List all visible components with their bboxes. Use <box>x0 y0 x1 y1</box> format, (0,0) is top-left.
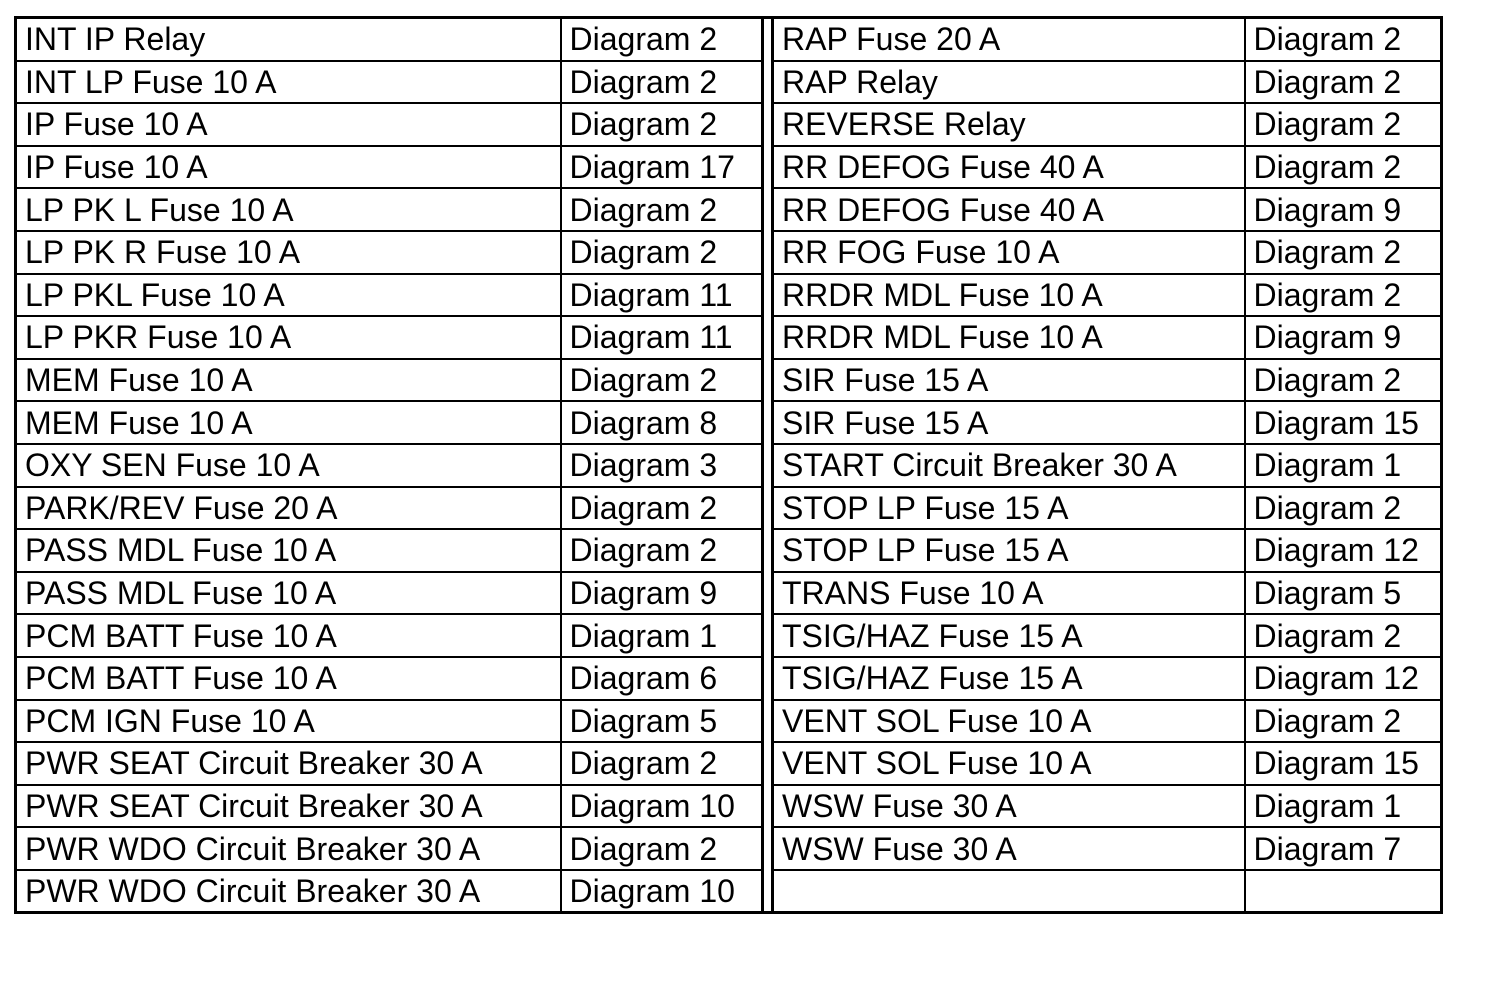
column-divider <box>763 572 773 615</box>
left-diagram-cell: Diagram 2 <box>561 742 763 785</box>
right-diagram-cell: Diagram 12 <box>1245 529 1442 572</box>
left-item-cell: PASS MDL Fuse 10 A <box>16 572 561 615</box>
left-diagram-cell: Diagram 2 <box>561 231 763 274</box>
left-diagram-cell: Diagram 2 <box>561 61 763 104</box>
right-item-cell: TSIG/HAZ Fuse 15 A <box>773 657 1245 700</box>
right-item-cell: RAP Relay <box>773 61 1245 104</box>
right-item-cell: WSW Fuse 30 A <box>773 827 1245 870</box>
table-row <box>16 614 1442 657</box>
right-diagram-cell: Diagram 15 <box>1245 742 1442 785</box>
left-item-cell: INT LP Fuse 10 A <box>16 61 561 104</box>
table-row <box>16 742 1442 785</box>
left-diagram-cell: Diagram 10 <box>561 785 763 828</box>
right-item-cell: RRDR MDL Fuse 10 A <box>773 274 1245 317</box>
right-item-cell: TSIG/HAZ Fuse 15 A <box>773 614 1245 657</box>
column-divider <box>763 614 773 657</box>
left-item-cell: IP Fuse 10 A <box>16 103 561 146</box>
left-item-cell: PWR WDO Circuit Breaker 30 A <box>16 870 561 913</box>
column-divider <box>763 700 773 743</box>
right-item-cell: STOP LP Fuse 15 A <box>773 487 1245 530</box>
right-item-cell: REVERSE Relay <box>773 103 1245 146</box>
right-item-cell: VENT SOL Fuse 10 A <box>773 742 1245 785</box>
table-row <box>16 103 1442 146</box>
table-row <box>16 274 1442 317</box>
column-divider <box>763 827 773 870</box>
right-item-cell: RAP Fuse 20 A <box>773 18 1245 61</box>
left-diagram-cell: Diagram 2 <box>561 188 763 231</box>
right-diagram-cell: Diagram 7 <box>1245 827 1442 870</box>
left-diagram-cell: Diagram 3 <box>561 444 763 487</box>
column-divider <box>763 359 773 402</box>
column-divider <box>763 103 773 146</box>
column-divider <box>763 61 773 104</box>
table-row <box>16 18 1442 61</box>
column-divider <box>763 487 773 530</box>
right-item-cell: STOP LP Fuse 15 A <box>773 529 1245 572</box>
left-item-cell: PCM BATT Fuse 10 A <box>16 614 561 657</box>
column-divider <box>763 146 773 189</box>
right-item-cell: SIR Fuse 15 A <box>773 359 1245 402</box>
left-diagram-cell: Diagram 6 <box>561 657 763 700</box>
left-diagram-cell: Diagram 5 <box>561 700 763 743</box>
left-diagram-cell: Diagram 10 <box>561 870 763 913</box>
table-row <box>16 146 1442 189</box>
left-item-cell: LP PKR Fuse 10 A <box>16 316 561 359</box>
right-item-cell: START Circuit Breaker 30 A <box>773 444 1245 487</box>
left-item-cell: IP Fuse 10 A <box>16 146 561 189</box>
left-item-cell: LP PK L Fuse 10 A <box>16 188 561 231</box>
left-diagram-cell: Diagram 2 <box>561 529 763 572</box>
column-divider <box>763 529 773 572</box>
left-item-cell: LP PKL Fuse 10 A <box>16 274 561 317</box>
left-diagram-cell: Diagram 2 <box>561 827 763 870</box>
table-row <box>16 700 1442 743</box>
table-row <box>16 870 1442 913</box>
right-diagram-cell: Diagram 2 <box>1245 231 1442 274</box>
right-diagram-cell: Diagram 9 <box>1245 188 1442 231</box>
column-divider <box>763 870 773 913</box>
left-diagram-cell: Diagram 9 <box>561 572 763 615</box>
left-item-cell: INT IP Relay <box>16 18 561 61</box>
table-row <box>16 487 1442 530</box>
left-item-cell: PARK/REV Fuse 20 A <box>16 487 561 530</box>
column-divider <box>763 742 773 785</box>
right-diagram-cell: Diagram 2 <box>1245 61 1442 104</box>
table-row <box>16 231 1442 274</box>
table-row <box>16 444 1442 487</box>
left-diagram-cell: Diagram 2 <box>561 487 763 530</box>
right-diagram-cell: Diagram 2 <box>1245 487 1442 530</box>
column-divider <box>763 188 773 231</box>
right-item-cell: RR DEFOG Fuse 40 A <box>773 146 1245 189</box>
left-item-cell: MEM Fuse 10 A <box>16 401 561 444</box>
left-item-cell: PASS MDL Fuse 10 A <box>16 529 561 572</box>
right-item-cell: SIR Fuse 15 A <box>773 401 1245 444</box>
table-row <box>16 188 1442 231</box>
right-item-cell: RR FOG Fuse 10 A <box>773 231 1245 274</box>
column-divider <box>763 18 773 61</box>
column-divider <box>763 274 773 317</box>
table-row <box>16 61 1442 104</box>
left-diagram-cell: Diagram 2 <box>561 103 763 146</box>
left-diagram-cell: Diagram 11 <box>561 316 763 359</box>
column-divider <box>763 657 773 700</box>
right-diagram-cell: Diagram 2 <box>1245 146 1442 189</box>
left-diagram-cell: Diagram 11 <box>561 274 763 317</box>
right-diagram-cell: Diagram 5 <box>1245 572 1442 615</box>
right-diagram-cell: Diagram 9 <box>1245 316 1442 359</box>
table-row <box>16 359 1442 402</box>
right-diagram-cell: Diagram 1 <box>1245 444 1442 487</box>
table-row <box>16 572 1442 615</box>
right-item-cell: WSW Fuse 30 A <box>773 785 1245 828</box>
column-divider <box>763 444 773 487</box>
table-row <box>16 316 1442 359</box>
column-divider <box>763 231 773 274</box>
right-diagram-cell: Diagram 2 <box>1245 614 1442 657</box>
right-item-cell: RRDR MDL Fuse 10 A <box>773 316 1245 359</box>
right-diagram-cell: Diagram 12 <box>1245 657 1442 700</box>
table-row <box>16 657 1442 700</box>
left-item-cell: MEM Fuse 10 A <box>16 359 561 402</box>
left-item-cell: PCM IGN Fuse 10 A <box>16 700 561 743</box>
left-item-cell: PWR SEAT Circuit Breaker 30 A <box>16 785 561 828</box>
component-index-table <box>14 16 1443 914</box>
table-row <box>16 529 1442 572</box>
right-diagram-cell <box>1245 870 1442 913</box>
right-item-cell: RR DEFOG Fuse 40 A <box>773 188 1245 231</box>
right-diagram-cell: Diagram 2 <box>1245 700 1442 743</box>
left-diagram-cell: Diagram 8 <box>561 401 763 444</box>
column-divider <box>763 401 773 444</box>
right-diagram-cell: Diagram 15 <box>1245 401 1442 444</box>
left-diagram-cell: Diagram 2 <box>561 18 763 61</box>
right-item-cell: VENT SOL Fuse 10 A <box>773 700 1245 743</box>
left-item-cell: PCM BATT Fuse 10 A <box>16 657 561 700</box>
right-item-cell: TRANS Fuse 10 A <box>773 572 1245 615</box>
left-diagram-cell: Diagram 1 <box>561 614 763 657</box>
column-divider <box>763 785 773 828</box>
left-item-cell: PWR SEAT Circuit Breaker 30 A <box>16 742 561 785</box>
right-diagram-cell: Diagram 1 <box>1245 785 1442 828</box>
left-diagram-cell: Diagram 17 <box>561 146 763 189</box>
right-diagram-cell: Diagram 2 <box>1245 359 1442 402</box>
right-diagram-cell: Diagram 2 <box>1245 103 1442 146</box>
table-row <box>16 785 1442 828</box>
left-diagram-cell: Diagram 2 <box>561 359 763 402</box>
left-item-cell: PWR WDO Circuit Breaker 30 A <box>16 827 561 870</box>
right-diagram-cell: Diagram 2 <box>1245 18 1442 61</box>
left-item-cell: OXY SEN Fuse 10 A <box>16 444 561 487</box>
left-item-cell: LP PK R Fuse 10 A <box>16 231 561 274</box>
table-row <box>16 401 1442 444</box>
column-divider <box>763 316 773 359</box>
table-row <box>16 827 1442 870</box>
right-item-cell <box>773 870 1245 913</box>
table-body <box>16 18 1442 913</box>
right-diagram-cell: Diagram 2 <box>1245 274 1442 317</box>
